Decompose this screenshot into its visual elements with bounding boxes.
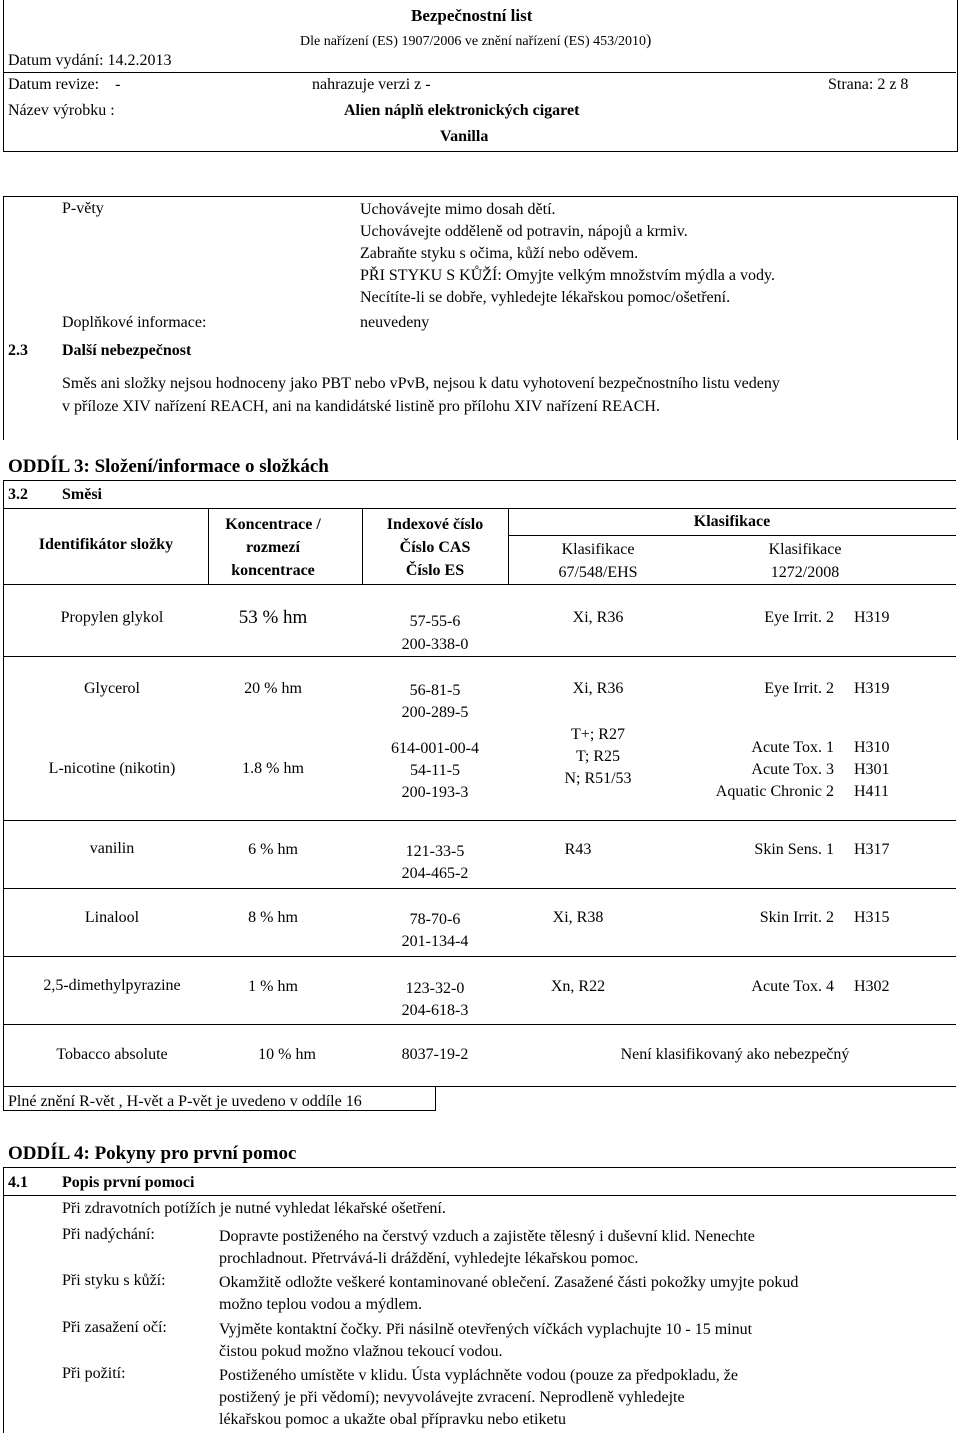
- index-cas-es-numbers: 614-001-00-4 54-11-5 200-193-3: [391, 740, 479, 801]
- cas-es-numbers: 57-55-6 200-338-0: [401, 613, 469, 653]
- product-name: Alien náplň elektronických cigaret: [344, 102, 580, 119]
- classification-67-548: Xn, R22: [550, 978, 606, 995]
- section-4-1-number: 4.1: [8, 1174, 28, 1191]
- row-divider: [4, 888, 956, 889]
- cas-number: 8037-19-2: [401, 1046, 469, 1063]
- section-3-rule: [4, 480, 956, 481]
- concentration: 6 % hm: [248, 841, 298, 858]
- concentration: 20 % hm: [244, 680, 302, 697]
- product-variant: Vanilla: [440, 128, 489, 145]
- concentration: 8 % hm: [248, 909, 298, 926]
- component-name: Linalool: [84, 909, 140, 926]
- section-4-1-rule: [4, 1195, 956, 1196]
- replaces-version: nahrazuje verzi z -: [312, 76, 431, 93]
- first-aid-inhalation-label: Při nadýchání:: [62, 1226, 155, 1243]
- hazard-category: Acute Tox. 4: [751, 978, 834, 995]
- hazard-statement: H319: [854, 609, 890, 626]
- classification-67-548: T+; R27 T; R25 N; R51/53: [564, 726, 632, 787]
- hazard-category: Skin Irrit. 2: [759, 909, 834, 926]
- row-divider: [4, 1024, 956, 1025]
- first-aid-intro: Při zdravotních potížích je nutné vyhledat lékařské ošetření.: [62, 1200, 446, 1217]
- hazard-category: Acute Tox. 1 Acute Tox. 3 Aquatic Chronic 2: [715, 739, 834, 800]
- header-divider-3: [508, 508, 509, 584]
- component-name: Propylen glykol: [60, 609, 164, 626]
- section-3-2-title: Směsi: [62, 486, 102, 503]
- hazard-category: Eye Irrit. 2: [764, 680, 834, 697]
- hazard-statement: H319: [854, 680, 890, 697]
- section-3-2-rule: [4, 508, 956, 509]
- footnote-right-rule: [435, 1086, 436, 1111]
- header-divider-2: [362, 508, 363, 584]
- section-4-left-rule: [3, 1167, 4, 1433]
- table-header-rule: [4, 584, 956, 585]
- hazard-statement: H310 H301 H411: [854, 739, 890, 800]
- section-4-rule: [4, 1167, 956, 1168]
- section-2-3-title: Další nebezpečnost: [62, 342, 192, 359]
- classification-67-548: Xi, R36: [572, 609, 624, 626]
- first-aid-ingestion-text: Postiženého umístěte v klidu. Ústa vypláchněte vodou (pouze za předpokladu, že postižený je při vědomí); nevyvolávejte zvracení. Neprodleně vyhledejte lékařskou pomoc a ukažte obal přípravku nebo etiketu: [219, 1367, 738, 1428]
- first-aid-ingestion-label: Při požití:: [62, 1365, 126, 1382]
- row-divider: [4, 1086, 956, 1087]
- first-aid-inhalation-text: Dopravte postiženého na čerstvý vzduch a zajistěte tělesný i duševní klid. Nenechte prochladnout. Přetrvává-li dráždění, vyhledejte lékařskou pomoc.: [219, 1228, 755, 1267]
- regulation-reference: Dle nařízení (ES) 1907/2006 ve znění nařízení (ES) 453/2010): [300, 32, 652, 49]
- p-statement: Uchovávejte mimo dosah dětí.: [360, 201, 556, 218]
- p-statements-label: P-věty: [62, 200, 104, 217]
- extra-info-label: Doplňkové informace:: [62, 314, 207, 331]
- page-number: Strana: 2 z 8: [828, 76, 909, 93]
- extra-info-value: neuvedeny: [360, 314, 430, 331]
- section-3-2-number: 3.2: [8, 486, 28, 503]
- classification-rule: [508, 535, 956, 536]
- section-2-3-number: 2.3: [8, 342, 28, 359]
- concentration: 1.8 % hm: [242, 760, 304, 777]
- cas-es-numbers: 78-70-6 201-134-4: [401, 911, 469, 950]
- row-divider: [4, 656, 956, 657]
- hazard-statement: H315: [854, 909, 890, 926]
- classification-67-548: R43: [564, 841, 592, 858]
- product-label: Název výrobku :: [8, 102, 115, 119]
- p-statements-list: [360, 199, 775, 309]
- component-name: Tobacco absolute: [56, 1046, 168, 1063]
- component-name: vanilin: [89, 840, 135, 857]
- col-classification-67-548: Klasifikace 67/548/EHS: [558, 541, 638, 581]
- section-2-3-text: Směs ani složky nejsou hodnoceny jako PBT nebo vPvB, nejsou k datu vyhotovení bezpečnostního listu vedeny v příloze XIV nařízení REACH, ani na kandidátské listině pro přílohu XIV nařízení REACH.: [62, 375, 780, 415]
- concentration: 10 % hm: [258, 1046, 316, 1063]
- hazard-category: Skin Sens. 1: [754, 841, 834, 858]
- cas-es-numbers: 123-32-0 204-618-3: [401, 980, 469, 1019]
- col-concentration: Koncentrace / rozmezí koncentrace: [225, 516, 321, 579]
- document-title: Bezpečnostní list: [411, 6, 533, 25]
- col-classification-1272: Klasifikace 1272/2008: [768, 541, 842, 581]
- component-name: L-nicotine (nikotin): [48, 760, 176, 777]
- first-aid-eyes-text: Vyjměte kontaktní čočky. Při násilně otevřených víčkách vyplachujte 10 - 15 minut čistou pokud možno vlažnou tekoucí vodou.: [219, 1321, 753, 1360]
- col-identifier: Identifikátor složky: [38, 536, 174, 553]
- p-statement: Zabraňte styku s očima, kůží nebo oděvem.: [360, 245, 639, 262]
- concentration: 1 % hm: [248, 978, 298, 995]
- cas-es-numbers: 56-81-5 200-289-5: [401, 682, 469, 721]
- first-aid-eyes-label: Při zasažení očí:: [62, 1319, 167, 1336]
- issue-date: Datum vydání: 14.2.2013: [8, 52, 172, 69]
- hazard-statement: H317: [854, 841, 890, 858]
- p-statement: Uchovávejte odděleně od potravin, nápojů a krmiv.: [360, 223, 688, 240]
- section-3-title: ODDÍL 3: Složení/informace o složkách: [8, 456, 329, 477]
- hazard-category: Eye Irrit. 2: [764, 609, 834, 626]
- section-4-title: ODDÍL 4: Pokyny pro první pomoc: [8, 1143, 297, 1164]
- component-name: 2,5-dimethylpyrazine: [43, 977, 181, 994]
- first-aid-skin-label: Při styku s kůží:: [62, 1272, 166, 1289]
- col-classification: Klasifikace: [693, 513, 771, 530]
- p-statement: Necítíte-li se dobře, vyhledejte lékařskou pomoc/ošetření.: [360, 289, 731, 306]
- col-index-number: Indexové číslo Číslo CAS Číslo ES: [386, 516, 484, 579]
- row-divider: [4, 820, 956, 821]
- header-divider: [4, 72, 956, 73]
- header-divider-1: [208, 508, 209, 584]
- row-divider: [4, 956, 956, 957]
- classification-note: Není klasifikovaný ako nebezpečný: [620, 1046, 850, 1063]
- component-name: Glycerol: [84, 680, 140, 697]
- first-aid-skin-text: Okamžitě odložte veškeré kontaminované oblečení. Zasažené části pokožky umyjte pokud možno teplou vodou a mýdlem.: [219, 1274, 799, 1313]
- hazard-statement: H302: [854, 978, 890, 995]
- revision-label: Datum revize: -: [8, 76, 121, 93]
- section-4-1-title: Popis první pomoci: [62, 1174, 195, 1191]
- classification-67-548: Xi, R38: [552, 909, 604, 926]
- classification-67-548: Xi, R36: [572, 680, 624, 697]
- table-footnote: Plné znění R-vět , H-vět a P-vět je uvedeno v oddíle 16: [8, 1093, 362, 1110]
- footnote-rule: [3, 1110, 435, 1111]
- cas-es-numbers: 121-33-5 204-465-2: [401, 843, 469, 882]
- section-3-left-rule: [3, 480, 4, 1110]
- concentration: 53 % hm: [238, 607, 308, 628]
- p-statement: PŘI STYKU S KŮŽÍ: Omyjte velkým množstvím mýdla a vody.: [360, 267, 775, 284]
